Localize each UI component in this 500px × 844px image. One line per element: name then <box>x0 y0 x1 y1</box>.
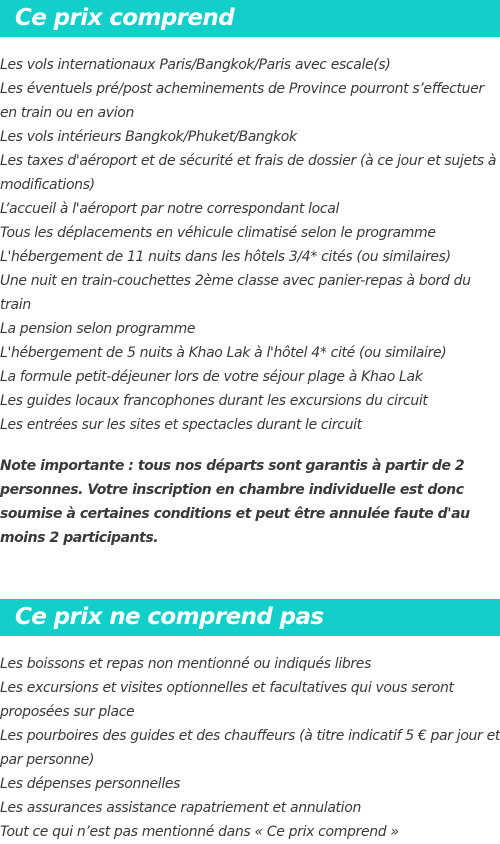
list-item: Les pourboires des guides et des chauffeurs (à titre indicatif 5 € par jour et par personne) <box>0 728 500 768</box>
list-item: Les éventuels pré/post acheminements de Province pourront s’effectuer en train ou en avion <box>0 81 484 121</box>
list-item: Les entrées sur les sites et spectacles durant le circuit <box>0 417 362 433</box>
important-note: Note importante : tous nos départs sont garantis à partir de 2 personnes. Votre inscription en chambre individuelle est donc soumise à certaines conditions et peut être annulée faute d'au moins 2 participants. <box>0 458 470 546</box>
included-section-title: Ce prix comprend <box>0 0 500 37</box>
list-item: Les guides locaux francophones durant les excursions du circuit <box>0 393 428 409</box>
list-item: Tous les déplacements en véhicule climatisé selon le programme <box>0 225 436 241</box>
excluded-section <box>0 599 500 844</box>
list-item: Une nuit en train-couchettes 2ème classe avec panier-repas à bord du train <box>0 273 471 313</box>
excluded-section-title: Ce prix ne comprend pas <box>0 599 500 636</box>
list-item: Les excursions et visites optionnelles et facultatives qui vous seront proposées sur place <box>0 680 454 720</box>
excluded-list <box>0 652 500 844</box>
list-item: L'hébergement de 11 nuits dans les hôtels 3/4* cités (ou similaires) <box>0 249 451 265</box>
list-item: Tout ce qui n’est pas mentionné dans « Ce prix comprend » <box>0 824 399 840</box>
list-item: Les dépenses personnelles <box>0 776 181 792</box>
included-list <box>0 53 500 437</box>
list-item: Les vols intérieurs Bangkok/Phuket/Bangkok <box>0 129 297 145</box>
list-item: Les assurances assistance rapatriement et annulation <box>0 800 361 816</box>
list-item: La formule petit-déjeuner lors de votre séjour plage à Khao Lak <box>0 369 423 385</box>
list-item: L'hébergement de 5 nuits à Khao Lak à l'hôtel 4* cité (ou similaire) <box>0 345 447 361</box>
list-item: L’accueil à l'aéroport par notre correspondant local <box>0 201 339 217</box>
list-item: Les vols internationaux Paris/Bangkok/Paris avec escale(s) <box>0 57 391 73</box>
list-item: Les taxes d'aéroport et de sécurité et frais de dossier (à ce jour et sujets à modifications) <box>0 153 497 193</box>
list-item: Les boissons et repas non mentionné ou indiqués libres <box>0 656 372 672</box>
list-item: La pension selon programme <box>0 321 196 337</box>
